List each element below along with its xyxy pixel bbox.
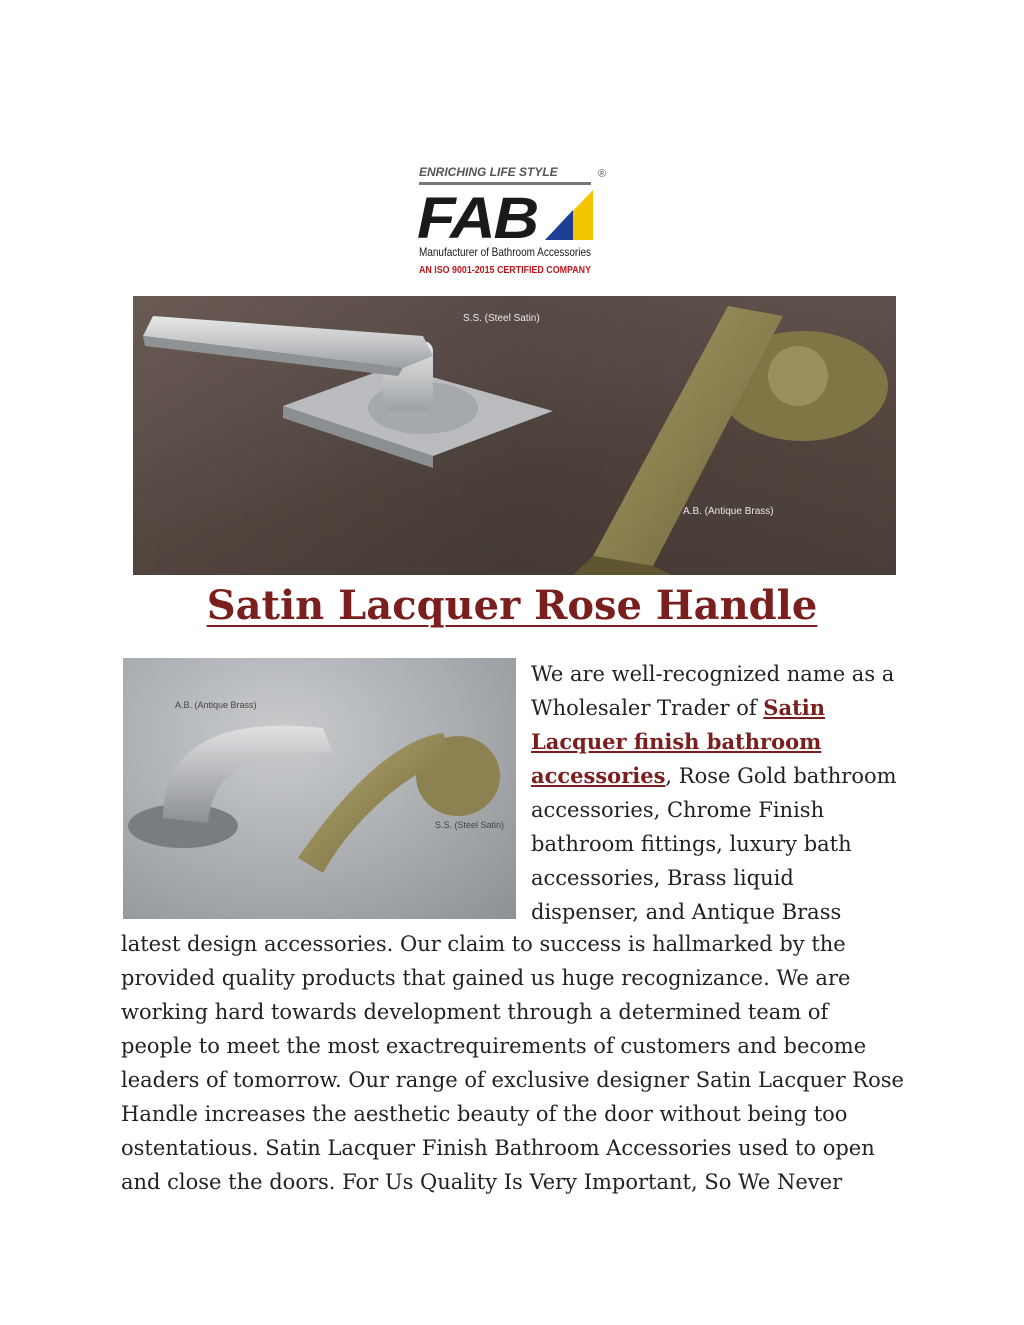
logo-tagline: ENRICHING LIFE STYLE — [419, 165, 558, 179]
body-line: latest design accessories. Our claim to success is hallmarked by the — [121, 932, 846, 956]
product-label-brass: A.B. (Antique Brass) — [175, 700, 257, 710]
satin-lacquer-link[interactable]: accessories — [531, 763, 666, 788]
intro-line — [531, 725, 906, 759]
product-photo — [123, 658, 516, 919]
intro-paragraph — [531, 657, 906, 929]
page-title: Satin Lacquer Rose Handle — [206, 582, 818, 629]
logo-subtitle: Manufacturer of Bathroom Accessories — [419, 245, 591, 259]
product-label-steel: S.S. (Steel Satin) — [435, 820, 505, 830]
body-paragraph — [121, 927, 911, 1199]
brand-logo — [415, 160, 615, 280]
intro-line: dispenser, and Antique Brass — [531, 900, 842, 924]
body-line: and close the doors. For Us Quality Is Very Important, So We Never — [121, 1170, 843, 1194]
logo-registered-mark: ® — [598, 168, 607, 180]
body-line: leaders of tomorrow. Our range of exclusive designer Satin Lacquer Rose — [121, 1068, 904, 1092]
body-line: Handle increases the aesthetic beauty of the door without being too — [121, 1102, 848, 1126]
intro-line: We are well-recognized name as a — [531, 662, 895, 686]
body-line: working hard towards development through a determined team of — [121, 1000, 829, 1024]
brass-lever-shape — [298, 733, 500, 873]
intro-text: Wholesaler Trader of — [531, 696, 764, 720]
intro-line — [531, 759, 906, 793]
intro-text: , Rose Gold bathroom — [665, 764, 897, 788]
intro-line: bathroom fittings, luxury bath — [531, 832, 852, 856]
intro-line — [531, 691, 906, 725]
body-line: ostentatious. Satin Lacquer Finish Bathroom Accessories used to open — [121, 1136, 875, 1160]
hero-product-photo — [133, 296, 896, 575]
logo-brand-text: FAB — [417, 186, 538, 251]
body-line: provided quality products that gained us huge recognizance. We are — [121, 966, 851, 990]
satin-lacquer-link[interactable]: Lacquer finish bathroom — [531, 729, 822, 754]
body-line: people to meet the most exactrequirements of customers and become — [121, 1034, 867, 1058]
hero-label-steel: S.S. (Steel Satin) — [463, 313, 540, 324]
satin-lacquer-link[interactable]: Satin — [763, 695, 826, 720]
logo-blue-shape-icon — [545, 210, 573, 240]
hero-label-brass: A.B. (Antique Brass) — [683, 506, 774, 517]
steel-lever-shape — [128, 726, 333, 848]
intro-line: accessories, Chrome Finish — [531, 798, 825, 822]
intro-line: accessories, Brass liquid — [531, 866, 794, 890]
logo-certification: AN ISO 9001-2015 CERTIFIED COMPANY — [419, 265, 592, 276]
